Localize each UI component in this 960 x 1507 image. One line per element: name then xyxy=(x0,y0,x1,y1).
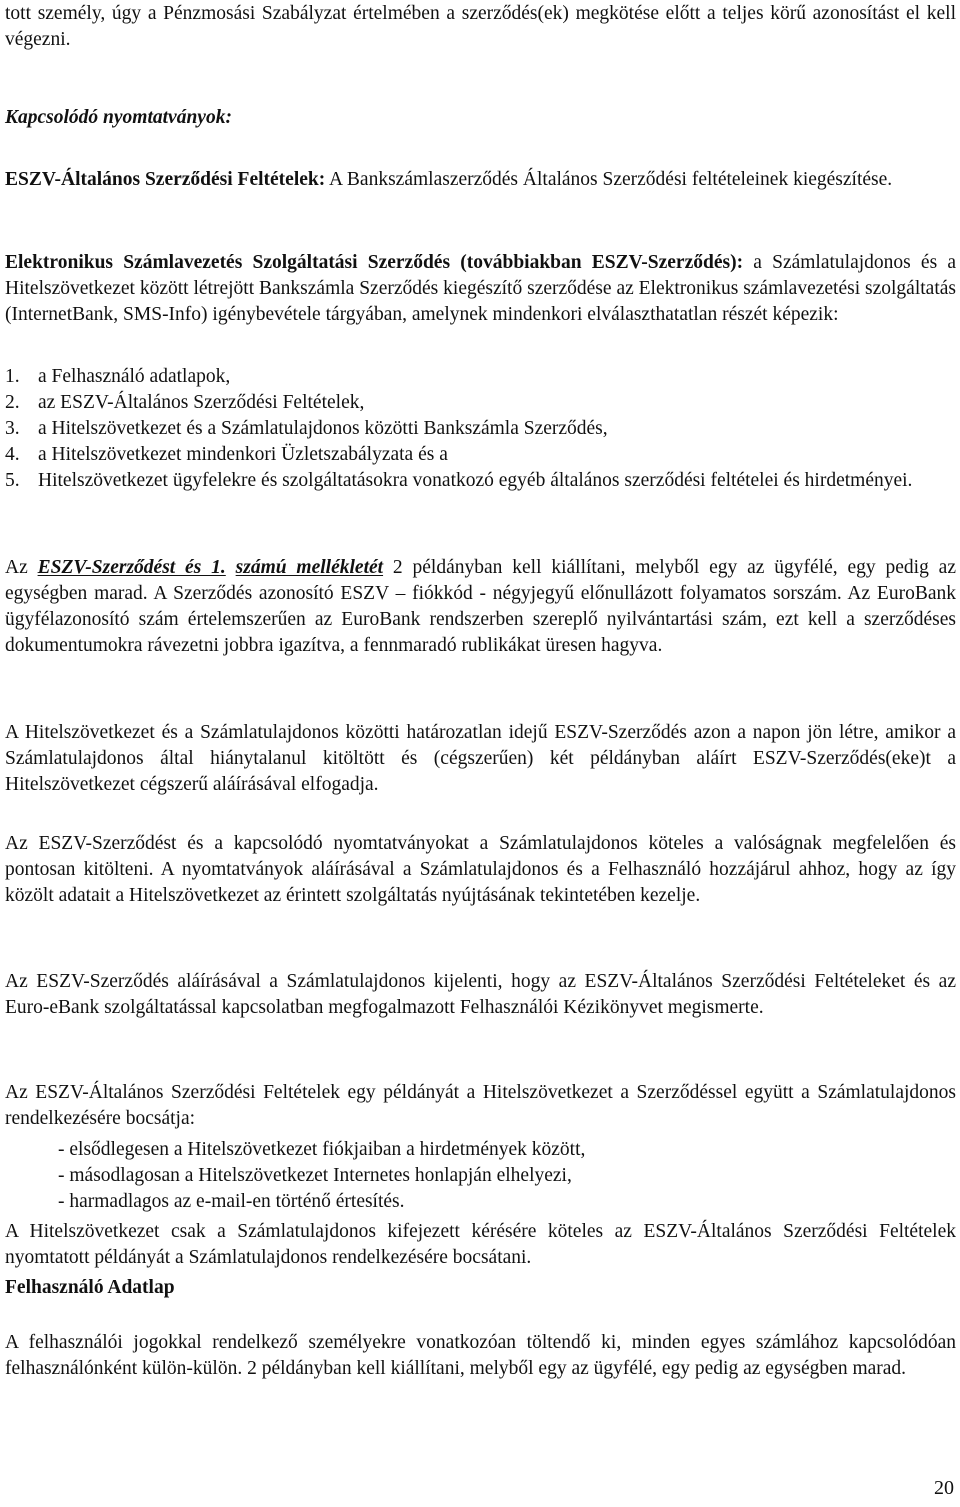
copies-post: 2 példányban kell kiállítani, melyből egy az ügyfélé, egy pedig az egységben marad. A Szerződés azonosító ESZV – fiókkód - négyjegyű előnullázott folyamatos sorszám. Az EuroBank ügyfélazonosító szám értelemszerűen az EuroBank rendszerben szereplő nyilvántartási szám, ezt kell a szerződéses dokumentumokra rávezetni jobbra igazítva, a fennmaradó rublikákat üresen hagyva. xyxy=(5,557,956,656)
list-item-number: 4. xyxy=(5,444,20,465)
user-sheet-heading: Felhasználó Adatlap xyxy=(5,1277,175,1298)
list-item: - másodlagosan a Hitelszövetkezet Internetes honlapján elhelyezi, xyxy=(58,1165,572,1186)
list-item xyxy=(5,468,956,494)
list-item xyxy=(5,416,956,442)
list-item: - harmadlagos az e-mail-en történő értesítés. xyxy=(58,1191,405,1212)
copies-pre: Az xyxy=(5,557,38,578)
eszv-term: Elektronikus Számlavezetés Szolgáltatási Szerződés (továbbiakban ESZV-Szerződés): xyxy=(5,252,744,273)
list-item-text: a Felhasználó adatlapok, xyxy=(38,366,231,387)
list-item-number: 1. xyxy=(5,366,20,387)
list-item-number: 2. xyxy=(5,392,20,413)
list-item-text: a Hitelszövetkezet és a Számlatulajdonos közötti Bankszámla Szerződés, xyxy=(38,418,608,439)
eszv-definition-paragraph xyxy=(5,250,956,328)
intro-paragraph: tott személy, úgy a Pénzmosási Szabályzat értelmében a szerződés(ek) megkötése előtt a teljes körű azonosítást el kell végezni. xyxy=(5,3,956,50)
page-number: 20 xyxy=(934,1477,954,1499)
general-terms-desc: A Bankszámlaszerződés Általános Szerződési feltételeinek kiegészítése. xyxy=(325,169,893,190)
copies-em-annex: számú mellékletét xyxy=(235,557,384,578)
list-item xyxy=(5,390,956,416)
contract-formation-paragraph: A Hitelszövetkezet és a Számlatulajdonos közötti határozatlan idejű ESZV-Szerződés azon a napon jön létre, amikor a Számlatulajdonos által hiánytalanul kitöltött és (cégszerűen) két példányban aláírt ESZV-Szerződés(eke)t a Hitelszövetkezet cégszerű aláírásával elfogadja. xyxy=(5,722,956,795)
list-item-number: 3. xyxy=(5,418,20,439)
list-item-text: a Hitelszövetkezet mindenkori Üzletszabályzata és a xyxy=(38,444,448,465)
copies-mid xyxy=(226,557,236,578)
eszv-components-list xyxy=(5,364,956,494)
list-item xyxy=(5,442,956,468)
user-sheet-paragraph: A felhasználói jogokkal rendelkező személyekre vonatkozóan töltendő ki, minden egyes számlához kapcsolódóan felhasználónként külön-külön. 2 példányban kell kiállítani, melyből egy az ügyfélé, egy pedig az egységben marad. xyxy=(5,1332,956,1379)
form-filling-paragraph: Az ESZV-Szerződést és a kapcsolódó nyomtatványokat a Számlatulajdonos köteles a valóságnak megfelelően és pontosan kitölteni. A nyomtatványok aláírásával a Számlatulajdonos és a Felhasználó hozzájárul ahhoz, hogy az így közölt adatait a Hitelszövetkezet az érintett szolgáltatás nyújtásának tekintetében kezelje. xyxy=(5,833,956,906)
related-general-terms-paragraph xyxy=(5,167,956,193)
list-item: - elsődlegesen a Hitelszövetkezet fiókjaiban a hirdetmények között, xyxy=(58,1139,586,1160)
eszv-desc: a Számlatulajdonos és a Hitelszövetkezet között létrejött Bankszámla Szerződés kiegészítő szerződése az Elektronikus számlavezetési szolgáltatás (InternetBank, SMS-Info) igénybevétele tárgyában, amelynek mindenkori elválaszthatatlan részét képezik: xyxy=(5,252,956,325)
list-item xyxy=(5,364,956,390)
copies-paragraph xyxy=(5,555,956,659)
signature-declaration-paragraph: Az ESZV-Szerződés aláírásával a Számlatulajdonos kijelenti, hogy az ESZV-Általános Szerződési Feltételeket és az Euro-eBank szolgáltatással kapcsolatban megfogalmazott Felhasználói Kézikönyvet megismerte. xyxy=(5,971,956,1018)
related-forms-heading: Kapcsolódó nyomtatványok: xyxy=(5,107,232,128)
terms-provision-paragraph: Az ESZV-Általános Szerződési Feltételek egy példányát a Hitelszövetkezet a Szerződéssel együtt a Számlatulajdonos rendelkezésére bocsátja: xyxy=(5,1082,956,1129)
general-terms-term: ESZV-Általános Szerződési Feltételek: xyxy=(5,169,326,190)
list-item-text: Hitelszövetkezet ügyfelekre és szolgáltatásokra vonatkozó egyéb általános szerződési feltételei és hirdetményei. xyxy=(38,470,913,491)
copies-em-contract: ESZV-Szerződést és 1. xyxy=(37,557,226,578)
printed-copy-paragraph: A Hitelszövetkezet csak a Számlatulajdonos kifejezett kérésére köteles az ESZV-Általános Szerződési Feltételek nyomtatott példányát a Számlatulajdonos rendelkezésére bocsátani. xyxy=(5,1221,956,1268)
list-item-text: az ESZV-Általános Szerződési Feltételek, xyxy=(38,392,365,413)
provision-methods-list xyxy=(58,1137,938,1215)
list-item-number: 5. xyxy=(5,470,20,491)
